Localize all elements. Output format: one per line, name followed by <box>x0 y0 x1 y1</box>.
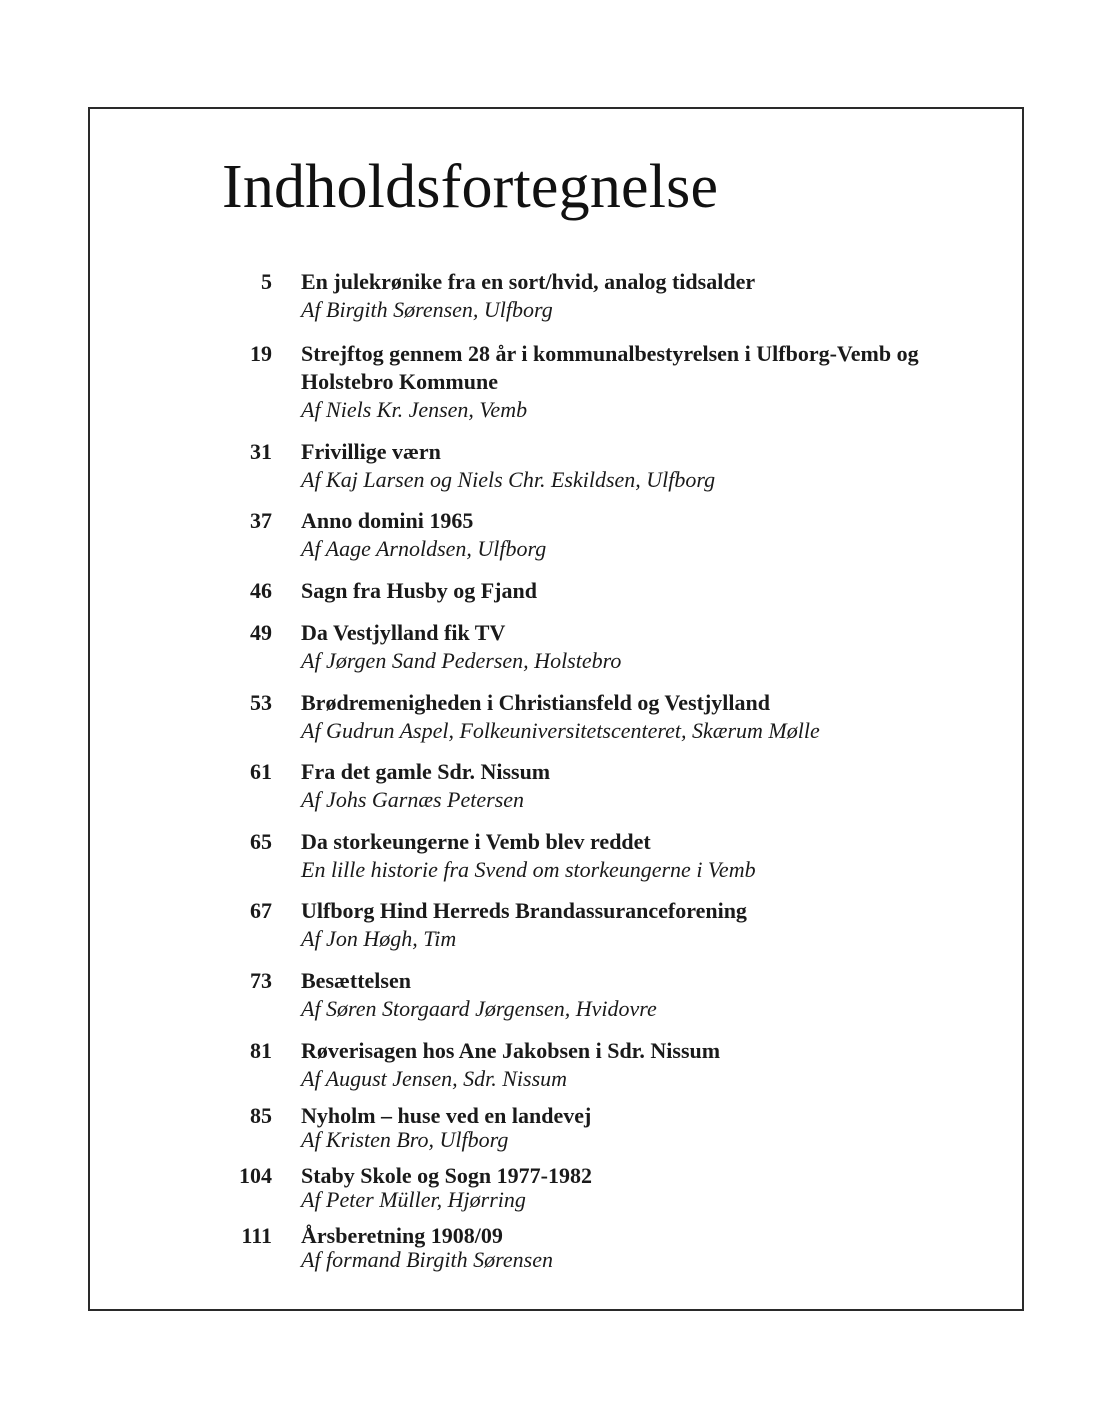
page-title: Indholdsfortegnelse <box>222 153 719 221</box>
toc-page-number: 49 <box>250 620 272 645</box>
toc-page-number: 111 <box>241 1223 272 1248</box>
toc-entry-title: Fra det gamle Sdr. Nissum <box>301 759 551 784</box>
toc-entry-author: Af Gudrun Aspel, Folkeuniversitetscenteret, Skærum Mølle <box>301 718 820 743</box>
toc-entry-title: Da Vestjylland fik TV <box>301 620 506 645</box>
toc-page-number: 37 <box>250 508 272 533</box>
toc-page-number: 5 <box>261 269 272 294</box>
toc-page-number: 85 <box>250 1103 272 1128</box>
toc-entry-title: Nyholm – huse ved en landevej <box>301 1103 592 1128</box>
toc-entry-author: Af formand Birgith Sørensen <box>301 1247 553 1272</box>
toc-entry-author: Af Aage Arnoldsen, Ulfborg <box>301 536 547 561</box>
toc-entry-author: Af Peter Müller, Hjørring <box>301 1187 526 1212</box>
toc-page-number: 65 <box>250 829 272 854</box>
toc-entry-author: En lille historie fra Svend om storkeungerne i Vemb <box>301 857 756 882</box>
toc-entry-title: Anno domini 1965 <box>301 508 474 533</box>
toc-entry-author: Af Johs Garnæs Petersen <box>301 787 525 812</box>
toc-entry-author: Af Kaj Larsen og Niels Chr. Eskildsen, Ulfborg <box>301 467 716 492</box>
toc-entry-title: Sagn fra Husby og Fjand <box>301 578 537 603</box>
toc-entry-title: Brødremenigheden i Christiansfeld og Vestjylland <box>301 690 770 715</box>
toc-page-number: 46 <box>250 578 272 603</box>
toc-page-number: 67 <box>250 898 272 923</box>
toc-page-number: 81 <box>250 1038 272 1063</box>
toc-entry-author: Af Birgith Sørensen, Ulfborg <box>301 297 553 322</box>
toc-entry-title: Årsberetning 1908/09 <box>301 1223 503 1248</box>
toc-entry-title: Staby Skole og Sogn 1977-1982 <box>301 1163 592 1188</box>
toc-entry-title: Da storkeungerne i Vemb blev reddet <box>301 829 651 854</box>
toc-entry-title: Ulfborg Hind Herreds Brandassuranceforening <box>301 898 747 923</box>
toc-page-number: 31 <box>250 439 272 464</box>
toc-entry-title: Røverisagen hos Ane Jakobsen i Sdr. Nissum <box>301 1038 721 1063</box>
toc-page-number: 73 <box>250 968 272 993</box>
toc-page-number: 53 <box>250 690 272 715</box>
toc-entry-title: Frivillige værn <box>301 439 441 464</box>
toc-entry-author: Af Jørgen Sand Pedersen, Holstebro <box>301 648 622 673</box>
toc-page-number: 19 <box>250 341 272 366</box>
toc-entry-author: Af August Jensen, Sdr. Nissum <box>301 1066 568 1091</box>
toc-entry-author: Af Jon Høgh, Tim <box>301 926 457 951</box>
toc-entry-title: En julekrønike fra en sort/hvid, analog tidsalder <box>301 269 756 294</box>
toc-entry-author: Af Søren Storgaard Jørgensen, Hvidovre <box>301 996 657 1021</box>
toc-page-number: 61 <box>250 759 272 784</box>
toc-entry-author: Af Kristen Bro, Ulfborg <box>301 1127 509 1152</box>
toc-entry-title: Besættelsen <box>301 968 411 993</box>
toc-entry-title: Strejftog gennem 28 år i kommunalbestyrelsen i Ulfborg-Vemb og Holstebro Kommune <box>301 341 919 394</box>
toc-page-number: 104 <box>239 1163 272 1188</box>
toc-entry-author: Af Niels Kr. Jensen, Vemb <box>301 397 528 422</box>
